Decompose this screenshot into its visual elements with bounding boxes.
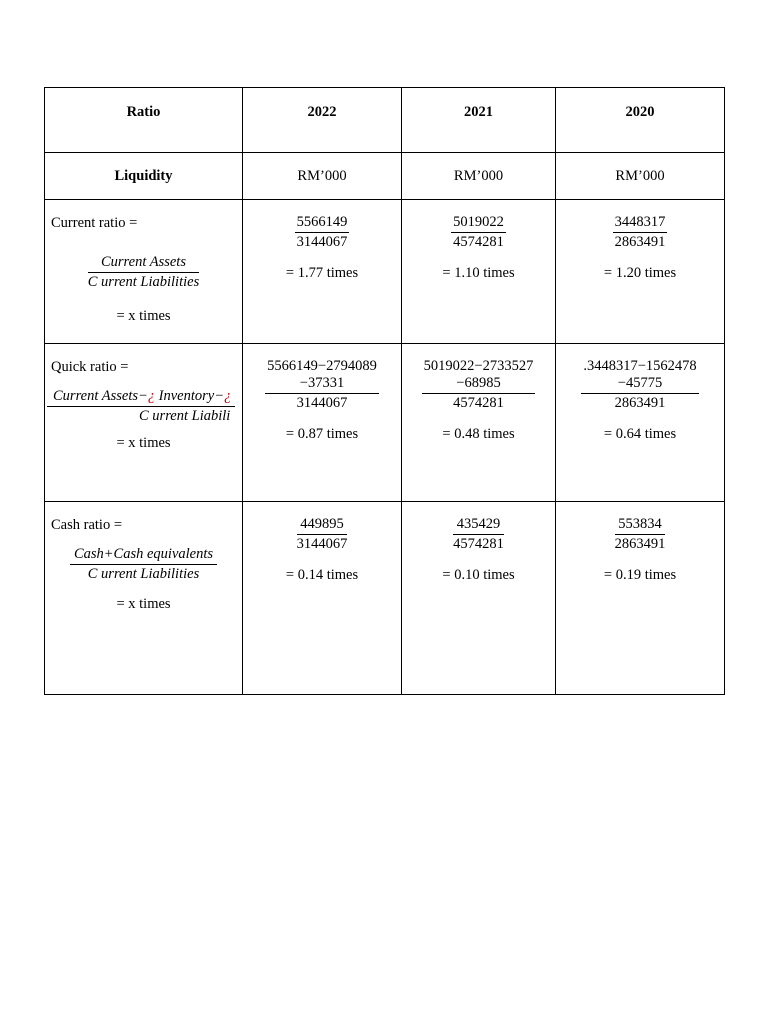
quick-ratio-label-cell <box>45 344 243 502</box>
quick-ratio-formula: $\frac{\text{Current Assets−¿ Inventory−¿}}{\text{C urrent Liabili}}$ <box>45 388 242 425</box>
header-row <box>45 88 725 153</box>
current-ratio-label-cell <box>45 200 243 344</box>
current-ratio-x-times: = x times <box>116 308 171 324</box>
header-2021: 2021 <box>402 88 556 153</box>
current-ratio-row <box>45 200 725 344</box>
unit-row <box>45 153 725 200</box>
cash-ratio-label: Cash ratio = <box>51 517 122 533</box>
cash-ratio-row <box>45 502 725 695</box>
liquidity-ratio-table <box>44 87 725 695</box>
cash-ratio-formula: $\frac{\text{Cash+Cash equivalents}}{\text{C urrent Liabilities}}$ <box>45 546 242 583</box>
header-2020: 2020 <box>556 88 725 153</box>
cash-ratio-2021: $\frac{435429}{4574281}$ = 0.10 times <box>402 502 556 695</box>
current-ratio-2022: $\frac{5566149}{3144067}$ = 1.77 times <box>243 200 402 344</box>
cash-ratio-2022: $\frac{449895}{3144067}$ = 0.14 times <box>243 502 402 695</box>
current-ratio-2021: $\frac{5019022}{4574281}$ = 1.10 times <box>402 200 556 344</box>
header-2022: 2022 <box>243 88 402 153</box>
quick-ratio-2021: 5019022−2733527 −68985 4574281 = 0.48 times <box>402 344 556 502</box>
quick-ratio-x-times: = x times <box>116 435 171 451</box>
quick-ratio-row <box>45 344 725 502</box>
current-ratio-label: Current ratio = <box>51 215 138 231</box>
unit-2022: RM’000 <box>243 153 402 200</box>
category-cell: Liquidity <box>45 153 243 200</box>
cash-ratio-2020: $\frac{553834}{2863491}$ = 0.19 times <box>556 502 725 695</box>
quick-ratio-2022: 5566149−2794089 −37331 3144067 = 0.87 times <box>243 344 402 502</box>
cash-ratio-label-cell <box>45 502 243 695</box>
unit-2021: RM’000 <box>402 153 556 200</box>
cash-ratio-x-times: = x times <box>116 596 171 612</box>
quick-ratio-2020: .3448317−1562478 −45775 2863491 = 0.64 times <box>556 344 725 502</box>
header-ratio: Ratio <box>45 88 243 153</box>
current-ratio-2020: $\frac{3448317}{2863491}$ = 1.20 times <box>556 200 725 344</box>
current-ratio-formula: $\frac{\text{Current Assets}}{\text{C urrent Liabilities}}$ <box>87 254 200 290</box>
quick-ratio-label: Quick ratio = <box>51 359 129 375</box>
unit-2020: RM’000 <box>556 153 725 200</box>
